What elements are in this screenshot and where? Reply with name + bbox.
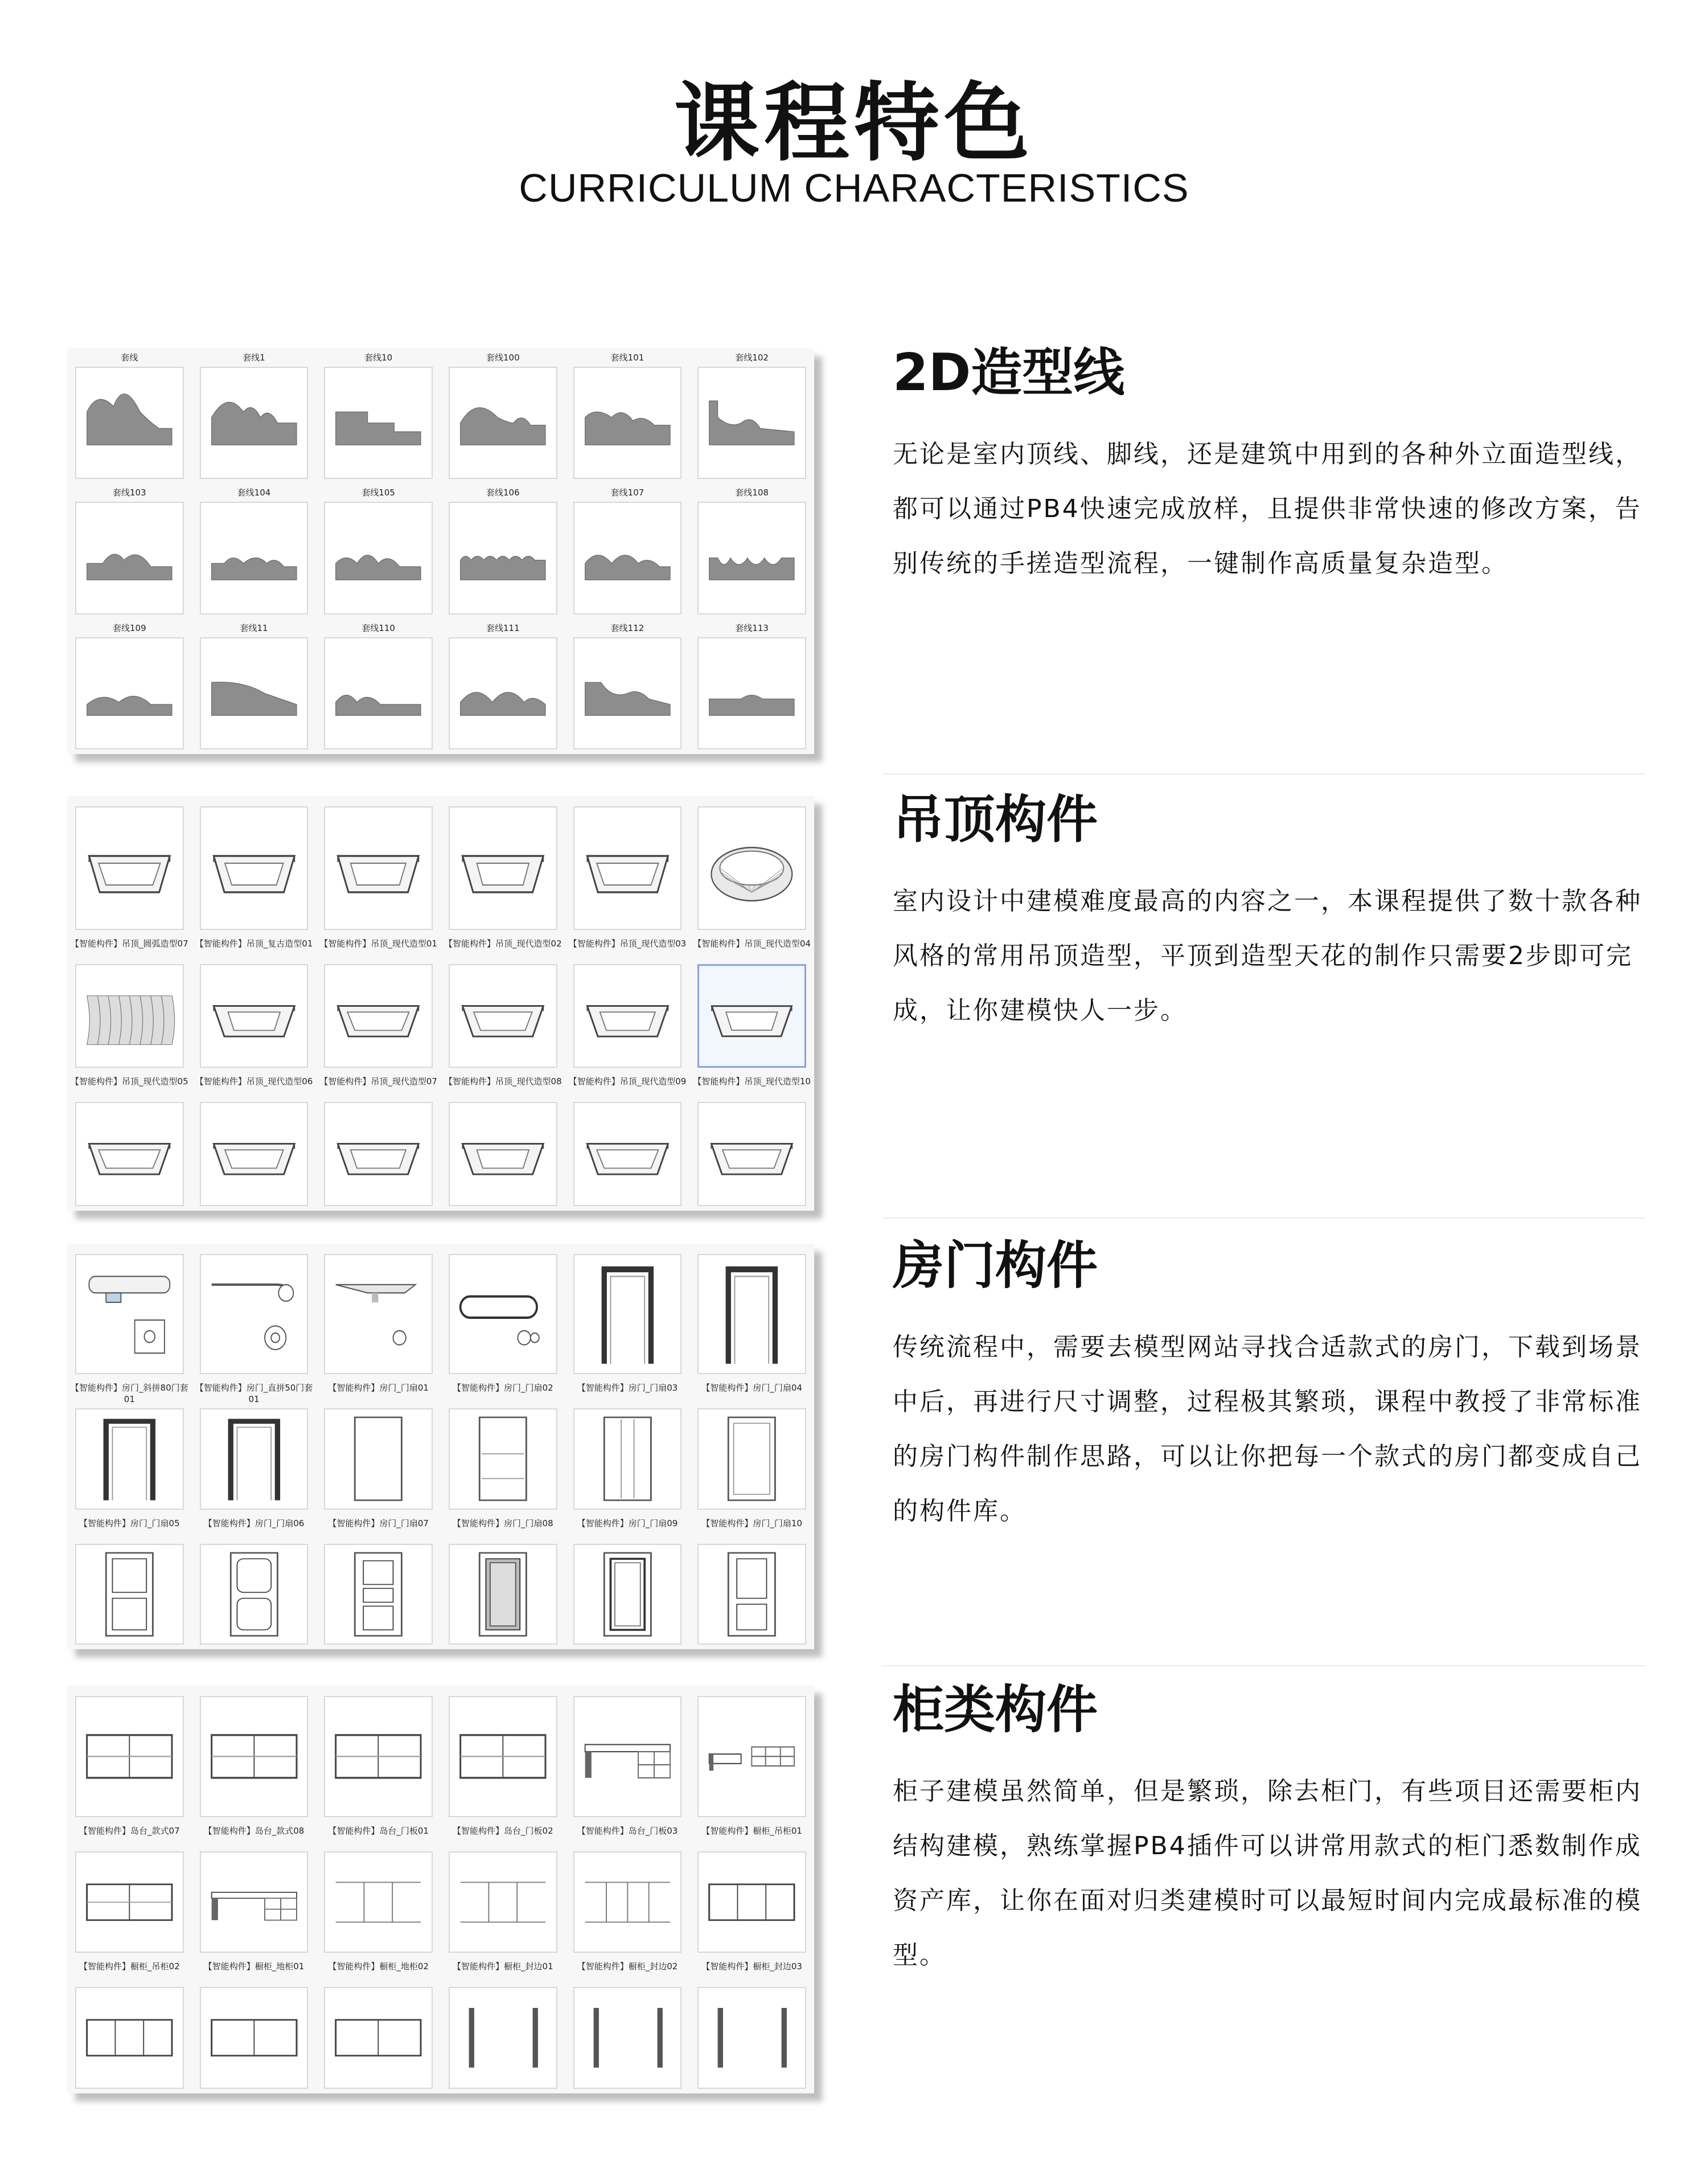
thumbnail-image (573, 806, 682, 930)
thumbnail-item[interactable] (67, 1822, 192, 1958)
thumbnail-label: 套线107 (610, 487, 644, 498)
thumbnail-image (200, 1987, 309, 2089)
thumbnail-label: 【智能构件】吊顶_现代造型02 (444, 938, 562, 949)
thumbnail-image (449, 1696, 557, 1817)
thumbnail-image (449, 1987, 557, 2089)
thumbnail-image (200, 1254, 309, 1374)
thumbnail-item[interactable] (689, 1686, 814, 1822)
thumbnail-panel-profile (67, 349, 814, 754)
section-paragraph: 无论是室内顶线、脚线，还是建筑中用到的各种外立面造型线，都可以通过PB4快速完成放样，且提供非常快速的修改方案，告别传统的手搓造型流程，一键制作高质量复杂造型。 (893, 440, 1642, 578)
thumbnail-label: 套线101 (610, 353, 644, 363)
thumbnail-panel-door (67, 1244, 814, 1649)
section-heading: 吊顶构件 (893, 790, 1098, 850)
thumbnail-label: 【智能构件】房门_门扇02 (453, 1383, 553, 1394)
thumbnail-label: 【智能构件】房门_直拼50门套01 (195, 1383, 313, 1405)
thumbnail-item[interactable] (565, 1957, 690, 2093)
section-text-door (893, 1235, 1644, 1539)
thumbnail-grid (67, 796, 814, 1211)
thumbnail-item[interactable] (441, 1686, 565, 1822)
thumbnail-image (200, 367, 309, 479)
thumbnail-label: 套线113 (735, 622, 769, 633)
thumbnail-label: 套线106 (486, 487, 520, 498)
thumbnail-image (200, 1408, 309, 1509)
thumbnail-label: 套线1 (243, 353, 265, 363)
thumbnail-item[interactable] (441, 483, 565, 618)
thumbnail-item[interactable] (67, 1514, 192, 1649)
thumbnail-label: 套线10 (364, 353, 393, 363)
thumbnail-label: 套线105 (362, 487, 395, 498)
thumbnail-label: 【智能构件】吊顶_现代造型01 (319, 938, 437, 949)
thumbnail-image (324, 367, 433, 479)
thumbnail-image (324, 806, 433, 930)
thumbnail-item[interactable] (316, 349, 441, 483)
thumbnail-image (200, 806, 309, 930)
thumbnail-image (449, 964, 557, 1068)
thumbnail-image (200, 964, 309, 1068)
thumbnail-image (697, 367, 806, 479)
thumbnail-image (200, 1696, 309, 1817)
thumbnail-image (324, 1696, 433, 1817)
thumbnail-item[interactable] (565, 1379, 690, 1514)
thumbnail-item[interactable] (565, 349, 690, 483)
thumbnail-item[interactable] (316, 935, 441, 1073)
thumbnail-label: 套线 (121, 353, 138, 363)
thumbnail-item[interactable] (316, 1514, 441, 1649)
thumbnail-image (75, 964, 184, 1068)
thumbnail-item[interactable] (689, 1379, 814, 1514)
thumbnail-image (75, 1254, 184, 1374)
thumbnail-item[interactable] (441, 1957, 565, 2093)
thumbnail-label: 套线109 (113, 622, 146, 633)
thumbnail-label: 套线100 (486, 353, 520, 363)
thumbnail-image (200, 502, 309, 614)
thumbnail-item[interactable] (192, 1957, 317, 2093)
thumbnail-item[interactable] (192, 1072, 317, 1211)
thumbnail-label: 【智能构件】房门_门扇10 (701, 1518, 802, 1528)
thumbnail-item[interactable] (67, 1072, 192, 1211)
thumbnail-item[interactable] (689, 796, 814, 935)
thumbnail-image (573, 637, 682, 749)
section-heading: 2D造型线 (893, 343, 1125, 403)
thumbnail-item[interactable] (565, 1072, 690, 1211)
thumbnail-grid (67, 349, 814, 754)
thumbnail-label: 套线108 (735, 487, 769, 498)
thumbnail-image (573, 367, 682, 479)
thumbnail-image (200, 1544, 309, 1645)
thumbnail-label: 【智能构件】橱柜_吊柜01 (701, 1825, 802, 1836)
thumbnail-label: 【智能构件】橱柜_地柜01 (203, 1961, 305, 1972)
section-divider (882, 1665, 1645, 1666)
thumbnail-label: 【智能构件】岛台_款式07 (79, 1825, 180, 1836)
thumbnail-item[interactable] (689, 483, 814, 618)
section-heading: 房门构件 (893, 1236, 1098, 1296)
thumbnail-image (324, 1851, 433, 1953)
thumbnail-item[interactable] (316, 1379, 441, 1514)
thumbnail-image (324, 502, 433, 614)
thumbnail-label: 【智能构件】橱柜_吊柜02 (79, 1961, 180, 1972)
thumbnail-label: 【智能构件】橱柜_封边03 (701, 1961, 802, 1972)
thumbnail-image (75, 1851, 184, 1953)
thumbnail-label: 套线112 (610, 622, 644, 633)
thumbnail-label: 套线102 (735, 353, 769, 363)
thumbnail-item[interactable] (689, 1072, 814, 1211)
thumbnail-item[interactable] (67, 796, 192, 935)
thumbnail-label: 【智能构件】吊顶_复古造型01 (195, 938, 313, 949)
thumbnail-label: 套线104 (237, 487, 271, 498)
thumbnail-image (75, 1696, 184, 1817)
thumbnail-image (75, 1408, 184, 1509)
thumbnail-label: 【智能构件】吊顶_现代造型03 (568, 938, 687, 949)
thumbnail-item[interactable] (192, 1686, 317, 1822)
thumbnail-image (75, 502, 184, 614)
thumbnail-image (449, 1851, 557, 1953)
section-text-profile (893, 342, 1644, 591)
thumbnail-label: 【智能构件】房门_门扇05 (79, 1518, 180, 1528)
thumbnail-item[interactable] (565, 1686, 690, 1822)
thumbnail-image (324, 964, 433, 1068)
thumbnail-label: 套线110 (362, 622, 395, 633)
thumbnail-item[interactable] (441, 1514, 565, 1649)
thumbnail-label: 【智能构件】橱柜_封边02 (577, 1961, 678, 1972)
section-text-cabinet (893, 1679, 1644, 1983)
thumbnail-item[interactable] (689, 1244, 814, 1379)
thumbnail-item[interactable] (316, 619, 441, 754)
thumbnail-label: 【智能构件】岛台_款式08 (203, 1825, 305, 1836)
thumbnail-image (449, 1102, 557, 1206)
thumbnail-image (75, 1544, 184, 1645)
thumbnail-item[interactable] (316, 1686, 441, 1822)
thumbnail-image (697, 1408, 806, 1509)
thumbnail-image (697, 1987, 806, 2089)
thumbnail-item[interactable] (316, 1072, 441, 1211)
thumbnail-image (697, 637, 806, 749)
thumbnail-label: 【智能构件】房门_门扇06 (203, 1518, 305, 1528)
thumbnail-item[interactable] (565, 483, 690, 618)
thumbnail-label: 【智能构件】吊顶_圆弧造型07 (71, 938, 188, 949)
thumbnail-label: 【智能构件】房门_门扇07 (328, 1518, 429, 1528)
thumbnail-item[interactable] (192, 1244, 317, 1379)
thumbnail-panel-ceiling (67, 796, 814, 1211)
thumbnail-image (697, 1544, 806, 1645)
thumbnail-image (573, 1102, 682, 1206)
thumbnail-label: 【智能构件】橱柜_地柜02 (328, 1961, 429, 1972)
thumbnail-image (697, 1696, 806, 1817)
thumbnail-item[interactable] (441, 1244, 565, 1379)
thumbnail-item[interactable] (689, 349, 814, 483)
thumbnail-label: 【智能构件】岛台_门板03 (577, 1825, 678, 1836)
section-divider (882, 773, 1645, 774)
thumbnail-image (449, 637, 557, 749)
thumbnail-item[interactable] (565, 1822, 690, 1958)
thumbnail-image (200, 1102, 309, 1206)
thumbnail-grid (67, 1244, 814, 1649)
thumbnail-item[interactable] (689, 1514, 814, 1649)
section-divider (882, 1218, 1645, 1219)
thumbnail-panel-cabinet (67, 1686, 814, 2093)
thumbnail-label: 【智能构件】房门_门扇04 (701, 1383, 802, 1394)
thumbnail-item[interactable] (565, 1244, 690, 1379)
thumbnail-image (697, 1254, 806, 1374)
thumbnail-label: 【智能构件】岛台_门板02 (453, 1825, 553, 1836)
thumbnail-item[interactable] (67, 1686, 192, 1822)
thumbnail-image (324, 1102, 433, 1206)
thumbnail-label: 【智能构件】房门_门扇09 (577, 1518, 678, 1528)
thumbnail-item[interactable] (689, 619, 814, 754)
thumbnail-image (75, 367, 184, 479)
thumbnail-image (75, 1987, 184, 2089)
thumbnail-item[interactable] (67, 1244, 192, 1379)
thumbnail-item[interactable] (67, 1957, 192, 2093)
thumbnail-item[interactable] (192, 935, 317, 1073)
thumbnail-label: 【智能构件】吊顶_现代造型04 (693, 938, 811, 949)
thumbnail-item[interactable] (316, 1244, 441, 1379)
thumbnail-item[interactable] (565, 935, 690, 1073)
thumbnail-label: 套线111 (486, 622, 520, 633)
thumbnail-item[interactable] (565, 796, 690, 935)
thumbnail-item[interactable] (67, 619, 192, 754)
page-subtitle: CURRICULUM CHARACTERISTICS (519, 166, 1189, 210)
thumbnail-grid (67, 1686, 814, 2093)
thumbnail-item[interactable] (67, 349, 192, 483)
thumbnail-label: 【智能构件】岛台_门板01 (328, 1825, 429, 1836)
page-title: 课程特色 (674, 74, 1034, 173)
thumbnail-image (449, 1408, 557, 1509)
thumbnail-image (573, 1408, 682, 1509)
thumbnail-image (697, 964, 806, 1068)
thumbnail-item[interactable] (192, 1822, 317, 1958)
thumbnail-item[interactable] (316, 483, 441, 618)
thumbnail-item[interactable] (192, 349, 317, 483)
thumbnail-label: 【智能构件】房门_门扇03 (577, 1383, 678, 1394)
thumbnail-label: 【智能构件】吊顶_现代造型06 (195, 1076, 313, 1087)
thumbnail-item[interactable] (689, 1822, 814, 1958)
section-paragraph: 柜子建模虽然简单，但是繁琐，除去柜门，有些项目还需要柜内结构建模，熟练掌握PB4插件可以讲常用款式的柜门悉数制作成资产库，让你在面对归类建模时可以最短时间内完成最标准的模型。 (893, 1777, 1642, 1970)
thumbnail-image (200, 1851, 309, 1953)
thumbnail-item[interactable] (67, 1379, 192, 1514)
thumbnail-item[interactable] (192, 1514, 317, 1649)
thumbnail-image (573, 502, 682, 614)
thumbnail-item[interactable] (441, 619, 565, 754)
thumbnail-label: 【智能构件】吊顶_现代造型10 (693, 1076, 811, 1087)
section-text-ceiling (893, 789, 1644, 1038)
thumbnail-image (200, 637, 309, 749)
thumbnail-label: 【智能构件】吊顶_现代造型07 (319, 1076, 437, 1087)
thumbnail-image (449, 502, 557, 614)
thumbnail-image (449, 1544, 557, 1645)
thumbnail-item[interactable] (316, 1822, 441, 1958)
thumbnail-label: 【智能构件】房门_门扇08 (453, 1518, 553, 1528)
thumbnail-image (573, 1544, 682, 1645)
thumbnail-image (573, 964, 682, 1068)
thumbnail-image (449, 367, 557, 479)
thumbnail-image (697, 502, 806, 614)
thumbnail-label: 【智能构件】吊顶_现代造型09 (568, 1076, 687, 1087)
section-paragraph: 传统流程中，需要去模型网站寻找合适款式的房门，下载到场景中后，再进行尺寸调整，过程极其繁琐，课程中教授了非常标准的房门构件制作思路，可以让你把每一个款式的房门都变成自己的构件库。 (893, 1333, 1642, 1526)
thumbnail-item[interactable] (689, 1957, 814, 2093)
thumbnail-item[interactable] (192, 1379, 317, 1514)
thumbnail-image (697, 1102, 806, 1206)
thumbnail-label: 【智能构件】吊顶_现代造型08 (444, 1076, 562, 1087)
thumbnail-image (324, 1254, 433, 1374)
thumbnail-image (697, 806, 806, 930)
section-heading: 柜类构件 (893, 1680, 1098, 1740)
thumbnail-image (324, 1987, 433, 2089)
thumbnail-item[interactable] (441, 935, 565, 1073)
thumbnail-item[interactable] (67, 483, 192, 618)
thumbnail-image (573, 1254, 682, 1374)
thumbnail-image (75, 1102, 184, 1206)
thumbnail-item[interactable] (192, 619, 317, 754)
thumbnail-image (697, 1851, 806, 1953)
thumbnail-item[interactable] (565, 619, 690, 754)
thumbnail-item[interactable] (67, 935, 192, 1073)
section-paragraph: 室内设计中建模难度最高的内容之一，本课程提供了数十款各种风格的常用吊顶造型，平顶到造型天花的制作只需要2步即可完成，让你建模快人一步。 (893, 887, 1642, 1025)
thumbnail-item[interactable] (565, 1514, 690, 1649)
thumbnail-label: 【智能构件】房门_斜拼80门套01 (71, 1383, 188, 1405)
thumbnail-image (324, 1408, 433, 1509)
thumbnail-image (75, 637, 184, 749)
thumbnail-item[interactable] (441, 1379, 565, 1514)
thumbnail-item[interactable] (441, 1072, 565, 1211)
thumbnail-item[interactable] (689, 935, 814, 1073)
thumbnail-item[interactable] (316, 1957, 441, 2093)
thumbnail-item[interactable] (441, 1822, 565, 1958)
thumbnail-image (573, 1987, 682, 2089)
thumbnail-label: 套线11 (240, 622, 268, 633)
thumbnail-item[interactable] (192, 796, 317, 935)
thumbnail-item[interactable] (316, 796, 441, 935)
thumbnail-item[interactable] (441, 796, 565, 935)
thumbnail-label: 套线103 (113, 487, 146, 498)
thumbnail-image (573, 1696, 682, 1817)
thumbnail-image (449, 806, 557, 930)
thumbnail-image (324, 1544, 433, 1645)
thumbnail-image (324, 637, 433, 749)
thumbnail-item[interactable] (192, 483, 317, 618)
thumbnail-label: 【智能构件】吊顶_现代造型05 (71, 1076, 188, 1087)
thumbnail-image (449, 1254, 557, 1374)
thumbnail-label: 【智能构件】橱柜_封边01 (453, 1961, 553, 1972)
thumbnail-item[interactable] (441, 349, 565, 483)
thumbnail-image (573, 1851, 682, 1953)
thumbnail-label: 【智能构件】房门_门扇01 (328, 1383, 429, 1394)
thumbnail-image (75, 806, 184, 930)
